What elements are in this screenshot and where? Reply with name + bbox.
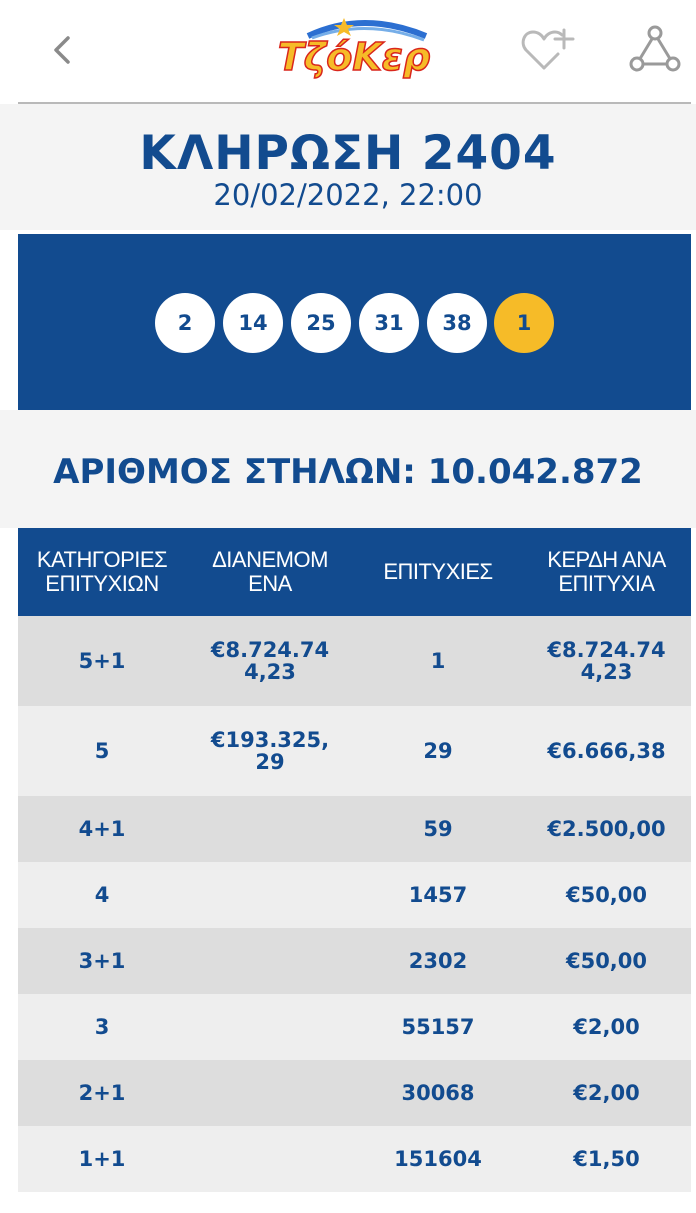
logo-text: ΤζόΚερ: [277, 35, 431, 79]
prize-cell-line: €8.724.74: [547, 638, 666, 662]
distributed-cell-line: €193.325,: [210, 728, 330, 752]
table-row: [18, 706, 691, 796]
number-ball: 14: [223, 293, 283, 353]
distributed-cell-line: €8.724.74: [210, 638, 330, 662]
draw-title: ΚΛΗΡΩΣΗ 2404: [139, 126, 557, 181]
back-button[interactable]: [42, 28, 82, 72]
distributed-cell: [186, 862, 354, 928]
category-cell: 4+1: [78, 817, 126, 841]
distributed-cell: [186, 1060, 354, 1126]
prize-cell-line: 4,23: [580, 660, 633, 684]
prize-cell-line: €1,50: [573, 1147, 640, 1171]
category-cell: 5: [94, 739, 110, 763]
tzoker-logo: [268, 14, 440, 86]
app-header: [0, 0, 696, 102]
draw-datetime: 20/02/2022, 22:00: [213, 178, 483, 212]
header-text-line: ΕΝΑ: [248, 571, 292, 596]
header-text-line: ΚΑΤΗΓΟΡΙΕΣ: [36, 547, 168, 572]
distributed-cell-line: 4,23: [244, 660, 296, 684]
winners-cell: 151604: [394, 1147, 482, 1171]
distributed-cell: [186, 1126, 354, 1192]
category-cell: 1+1: [78, 1147, 126, 1171]
header-category: [18, 528, 186, 616]
prize-cell-line: €6.666,38: [547, 739, 666, 763]
columns-count: ΑΡΙΘΜΟΣ ΣΤΗΛΩΝ: 10.042.872: [53, 452, 643, 492]
distributed-cell-line: 29: [255, 750, 285, 774]
prize-cell: [522, 994, 691, 1060]
number-ball: 2: [155, 293, 215, 353]
distributed-cell: [186, 928, 354, 994]
number-ball: 31: [359, 293, 419, 353]
category-cell: 3: [94, 1015, 110, 1039]
category-cell: 4: [94, 883, 110, 907]
prize-cell: [522, 1060, 691, 1126]
header-text-line: ΔΙΑΝΕΜΟΜ: [212, 547, 328, 572]
favorite-button[interactable]: [518, 26, 576, 74]
prize-table: [18, 528, 691, 1192]
joker-ball: 1: [494, 293, 554, 353]
table-row: [18, 862, 691, 928]
winning-numbers-panel: [18, 234, 691, 410]
prize-cell: [522, 796, 691, 862]
category-cell: 3+1: [78, 949, 126, 973]
prize-cell: [522, 706, 691, 796]
winners-cell: 55157: [401, 1015, 475, 1039]
header-text-line: ΕΠΙΤΥΧΙΩΝ: [45, 571, 159, 596]
winners-cell: 1457: [408, 883, 468, 907]
distributed-cell: [186, 706, 354, 796]
prize-cell: [522, 862, 691, 928]
table-row: [18, 1126, 691, 1192]
prize-cell: [522, 616, 691, 706]
number-ball: 38: [427, 293, 487, 353]
share-icon: [628, 24, 682, 74]
winners-cell: 1: [430, 649, 446, 673]
prize-cell: [522, 928, 691, 994]
header-text-line: ΚΕΡΔΗ ΑΝΑ: [547, 547, 666, 572]
winners-cell: 30068: [401, 1081, 475, 1105]
table-row: [18, 994, 691, 1060]
prize-cell-line: €2.500,00: [547, 817, 666, 841]
distributed-cell: [186, 616, 354, 706]
winners-cell: 59: [423, 817, 453, 841]
draw-info: [0, 104, 696, 230]
prize-cell-line: €50,00: [565, 949, 648, 973]
prize-cell-line: €2,00: [573, 1081, 640, 1105]
category-cell: 2+1: [78, 1081, 126, 1105]
table-row: [18, 796, 691, 862]
header-winners: [354, 528, 522, 616]
category-cell: 5+1: [78, 649, 126, 673]
number-ball: 25: [291, 293, 351, 353]
columns-area: [0, 410, 696, 528]
table-row: [18, 928, 691, 994]
winners-cell: 29: [423, 739, 453, 763]
heart-plus-icon: [518, 26, 576, 74]
header-text-line: ΕΠΙΤΥΧΙΕΣ: [383, 559, 493, 584]
prize-cell-line: €50,00: [565, 883, 648, 907]
winners-cell: 2302: [408, 949, 468, 973]
prize-cell: [522, 1126, 691, 1192]
header-prize: [522, 528, 691, 616]
header-text-line: ΕΠΙΤΥΧΙΑ: [558, 571, 655, 596]
share-button[interactable]: [628, 24, 682, 74]
chevron-left-icon: [42, 28, 82, 72]
header-distributed: [186, 528, 354, 616]
prize-cell-line: €2,00: [573, 1015, 640, 1039]
table-body: [18, 616, 691, 1192]
distributed-cell: [186, 796, 354, 862]
table-row: [18, 616, 691, 706]
bottom-spacer: [0, 1194, 696, 1213]
distributed-cell: [186, 994, 354, 1060]
table-row: [18, 1060, 691, 1126]
table-header: [18, 528, 691, 616]
